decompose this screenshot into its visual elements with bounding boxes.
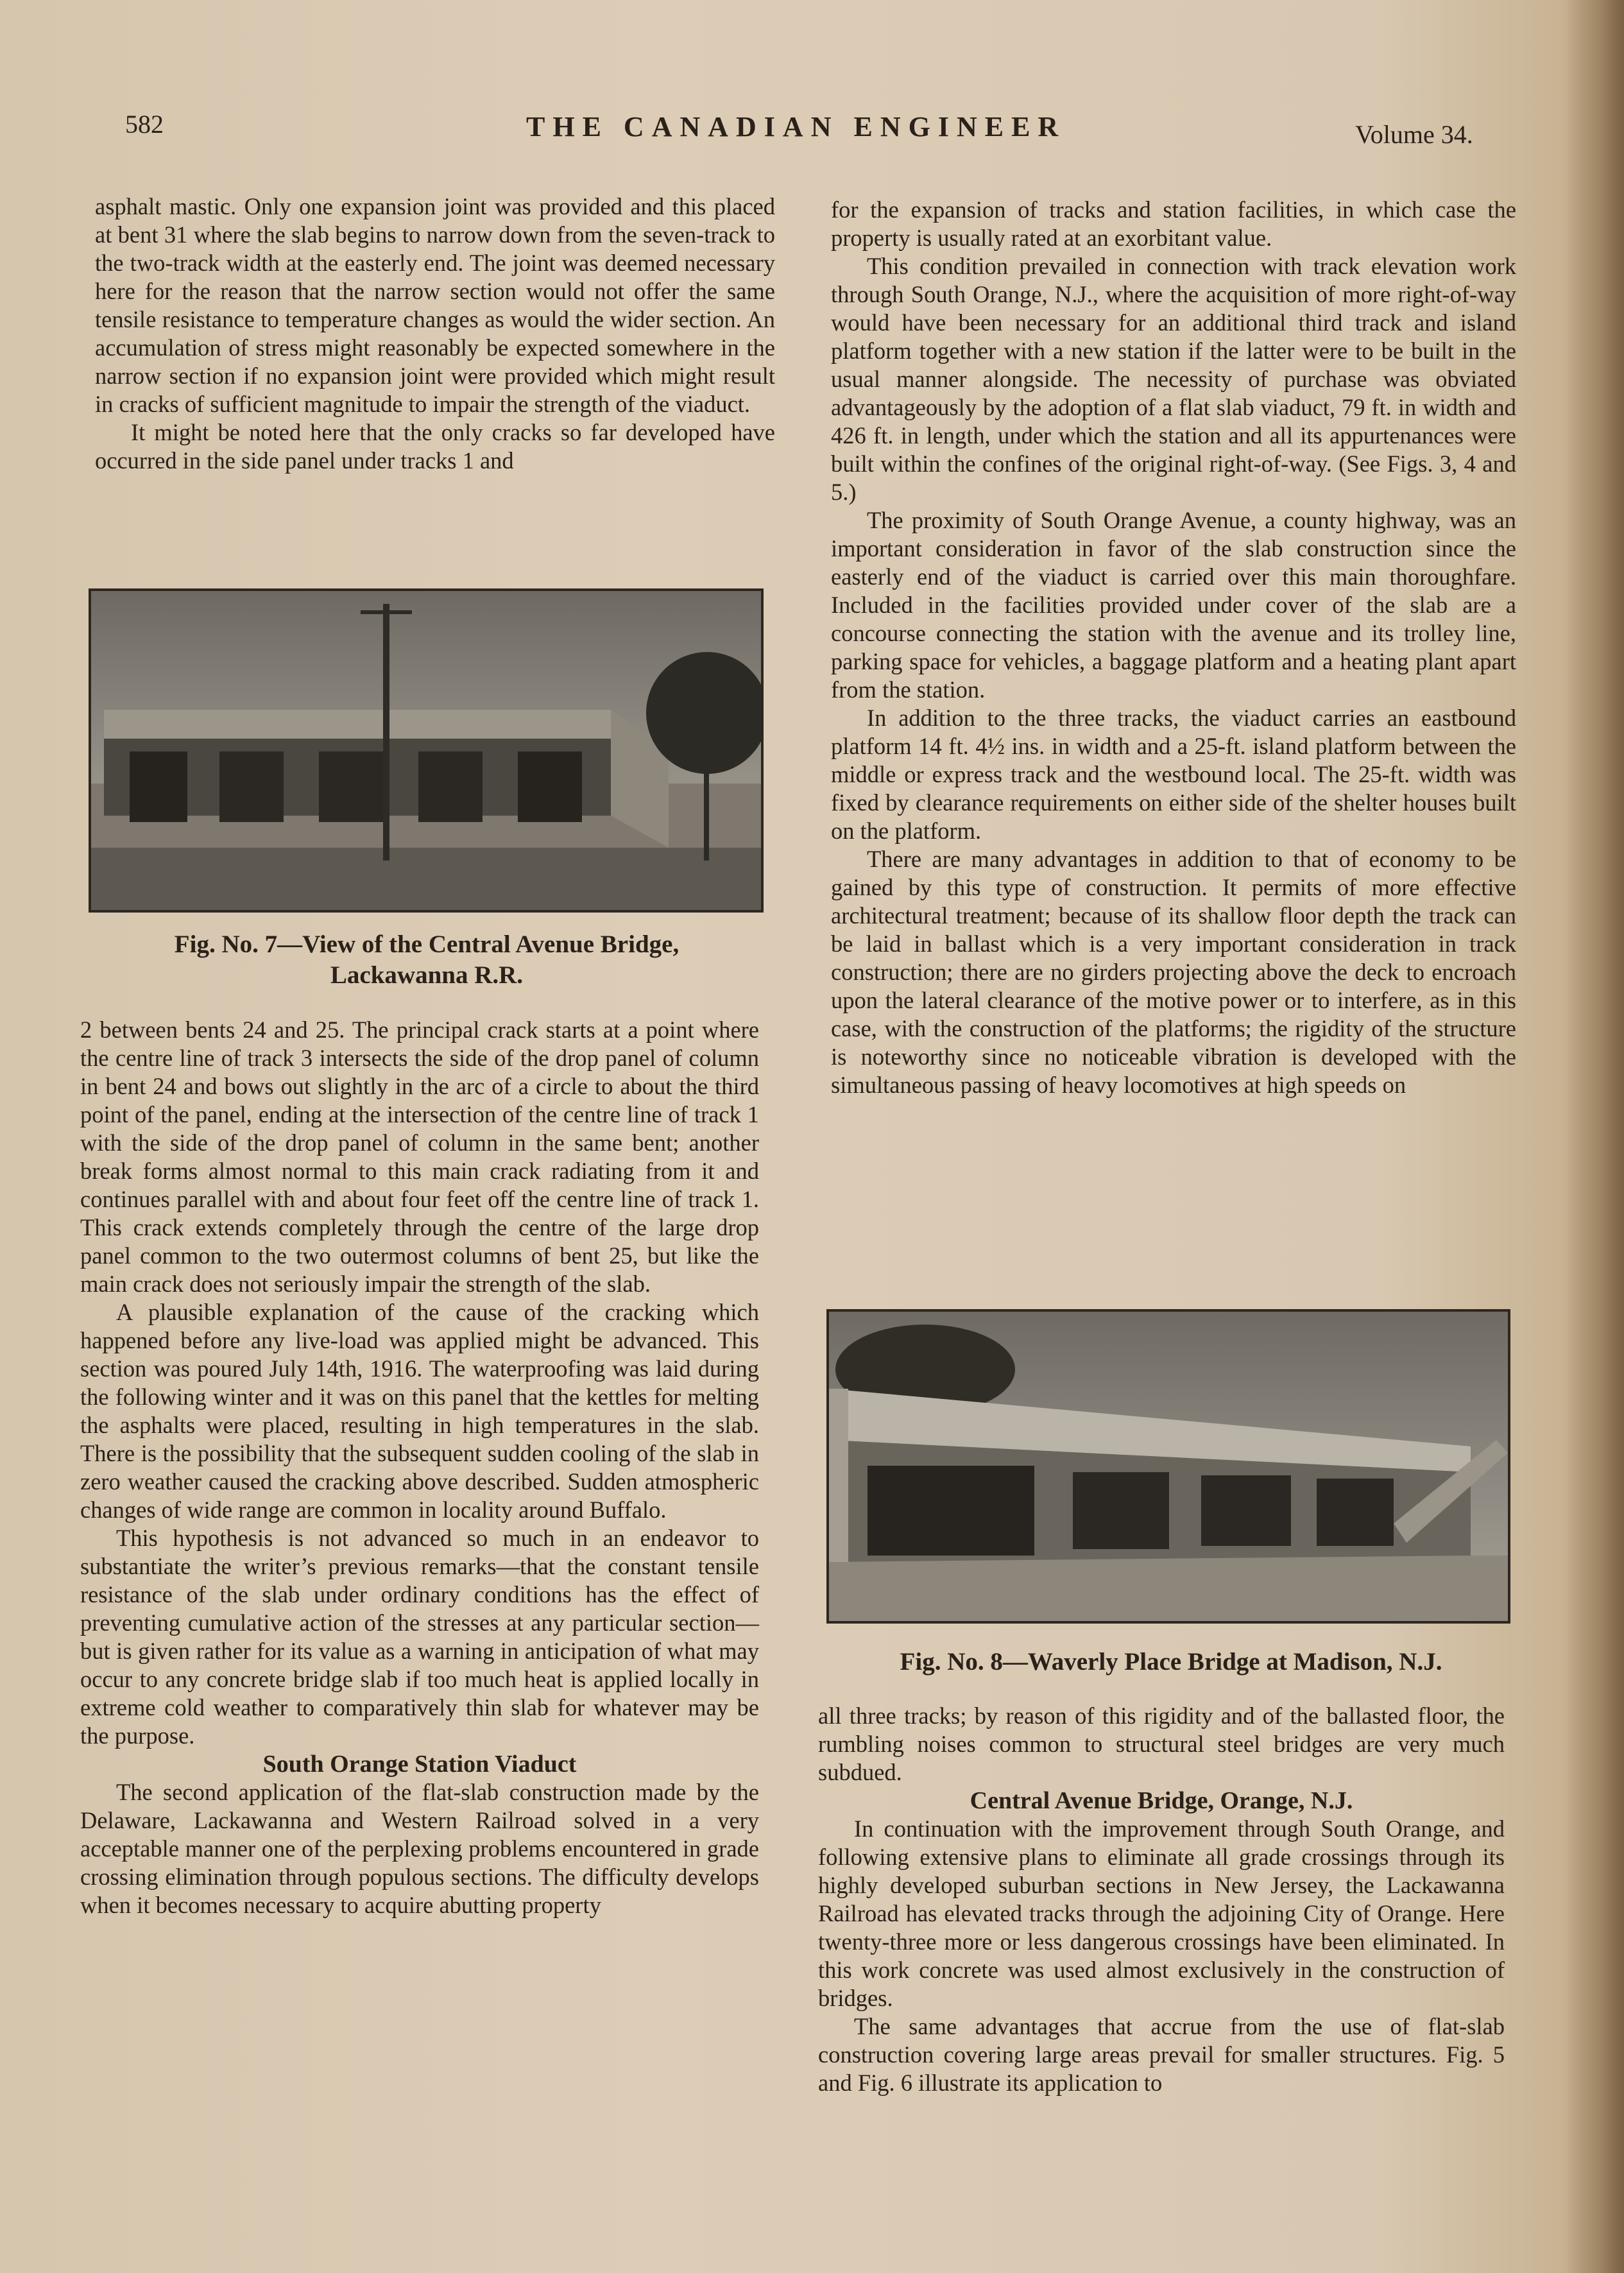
paragraph: In continuation with the improvement through South Orange, and following extensive plans to eliminate all grade crossings through its highly developed suburban sections in New Jersey, the Lackawanna Railroad has elevated tracks through the adjoining City of Orange. Here twenty-three more or less dangerous crossings have been eliminated. In this work concrete was used almost exclusively in the construction of bridges.: [818, 1815, 1505, 2011]
paragraph: In addition to the three tracks, the viaduct carries an eastbound platform 14 ft. 4½ ins. in width and a 25-ft. island platform between the middle or express track and the westbound local. The 25-ft. width was fixed by clearance requirements on either side of the shelter houses built on the platform.: [831, 705, 1516, 844]
waverly-place-bridge-photo: [829, 1312, 1508, 1621]
fig8-caption: Fig. No. 8—Waverly Place Bridge at Madison, N.J.: [900, 1648, 1442, 1676]
fig7-caption-line1: Fig. No. 7—View of the Central Avenue Bridge,: [174, 931, 680, 958]
paragraph: A plausible explanation of the cause of the cracking which happened before any live-load was applied might be advanced. This section was poured July 14th, 1916. The waterproofing was laid during the following winter and it was on this panel that the kettles for melting the asphalts were placed, resulting in high temperatures in the slab. There is the possibility that the subsequent sudden cooling of the slab in zero weather caused the cracking above described. Sudden atmospheric changes of wide range are common in locality around Buffalo.: [80, 1299, 759, 1523]
paragraph: It might be noted here that the only cracks so far developed have occurred in the side panel under tracks 1 and: [95, 419, 775, 474]
column-2-top-text: [831, 196, 1516, 1099]
paragraph: 2 between bents 24 and 25. The principal crack starts at a point where the centre line of track 3 intersects the side of the drop panel of column in bent 24 and bows out slightly in the arc of a circle to about the third point of the panel, ending at the intersection of the centre line of track 1 with the side of the drop panel of column in the same bent; another break forms almost normal to this main crack radiating from it and continues parallel with and about four feet off the centre line of track 1. This crack extends completely through the centre of the large drop panel common to the two outermost columns of bent 25, but like the main crack does not seriously impair the strength of the slab.: [80, 1016, 759, 1297]
column-1-bottom-text: [80, 1016, 759, 1919]
paragraph: The proximity of South Orange Avenue, a county highway, was an important consideration in favor of the slab construction since the easterly end of the viaduct is carried over this main thoroughfare. Included in the facilities provided under cover of the slab are a concourse connecting the station with the avenue and its trolley line, parking space for vehicles, a baggage platform and a heating plant apart from the station.: [831, 507, 1516, 703]
volume-label: Volume 34.: [1355, 120, 1473, 149]
paragraph: There are many advantages in addition to that of economy to be gained by this type of construction. It permits of more effective architectural treatment; because of its shallow floor depth the track can be laid in ballast which is a very important consideration in track construction; there are no girders projecting above the deck to encroach upon the lateral clearance of the motive power or to interfere, as in this case, with the construction of the platforms; the rigidity of the structure is noteworthy since no noticeable vibration is developed with the simultaneous passing of heavy locomotives at high speeds on: [831, 846, 1516, 1098]
paragraph: all three tracks; by reason of this rigidity and of the ballasted floor, the rumbling noises common to structural steel bridges are very much subdued.: [818, 1703, 1505, 1785]
fig7-caption-line2: Lackawanna R.R.: [330, 961, 524, 989]
section-heading-central-avenue: Central Avenue Bridge, Orange, N.J.: [970, 1787, 1353, 1814]
paragraph: This condition prevailed in connection with track elevation work through South Orange, N.J., where the acquisition of more right-of-way would have been necessary for an additional third track and island platform together with a new station if the latter were to be built in the usual manner alongside. The necessity of purchase was obviated advantageously by the adoption of a flat slab viaduct, 79 ft. in width and 426 ft. in length, under which the station and all its appurtenances were built within the confines of the original right-of-way. (See Figs. 3, 4 and 5.): [831, 253, 1516, 505]
page-number: 582: [125, 110, 164, 139]
paragraph: for the expansion of tracks and station facilities, in which case the property is usually rated at an exorbitant value.: [831, 196, 1516, 251]
paragraph: This hypothesis is not advanced so much in an endeavor to substantiate the writer’s previous remarks—that the constant tensile resistance of the slab under ordinary conditions has the effect of preventing cumulative action of the stresses at any particular section—but is given rather for its value as a warning in anticipation of what may occur to any concrete bridge slab if too much heat is applied locally in extreme cold weather to comparatively thin slab for whatever may be the purpose.: [80, 1525, 759, 1749]
column-1-top-text: [95, 193, 775, 475]
fig8-photo: [826, 1309, 1510, 1624]
fig7-photo: [89, 588, 764, 913]
page-binding-shadow: [1566, 0, 1624, 2273]
paragraph: The same advantages that accrue from the use of flat-slab construction covering large areas prevail for smaller structures. Fig. 5 and Fig. 6 illustrate its application to: [818, 2013, 1505, 2096]
section-heading-south-orange: South Orange Station Viaduct: [262, 1751, 577, 1778]
central-avenue-bridge-photo: [91, 591, 761, 910]
fig7-caption: [96, 929, 757, 991]
paragraph: asphalt mastic. Only one expansion joint was provided and this placed at bent 31 where the slab begins to narrow down from the seven-track to the two-track width at the easterly end. The joint was deemed necessary here for the reason that the narrow section would not offer the same tensile resistance to temperature changes as would the wider section. An accumulation of stress might reasonably be expected somewhere in the narrow section if no expansion joint were provided which might result in cracks of sufficient magnitude to impair the strength of the viaduct.: [95, 193, 775, 417]
column-2-bottom-text: [818, 1702, 1505, 2097]
journal-title: THE CANADIAN ENGINEER: [526, 111, 1066, 142]
paragraph: The second application of the flat-slab construction made by the Delaware, Lackawanna and Western Railroad solved in a very acceptable manner one of the perplexing problems encountered in grade crossing elimination through populous sections. The difficulty develops when it becomes necessary to acquire abutting property: [80, 1779, 759, 1918]
